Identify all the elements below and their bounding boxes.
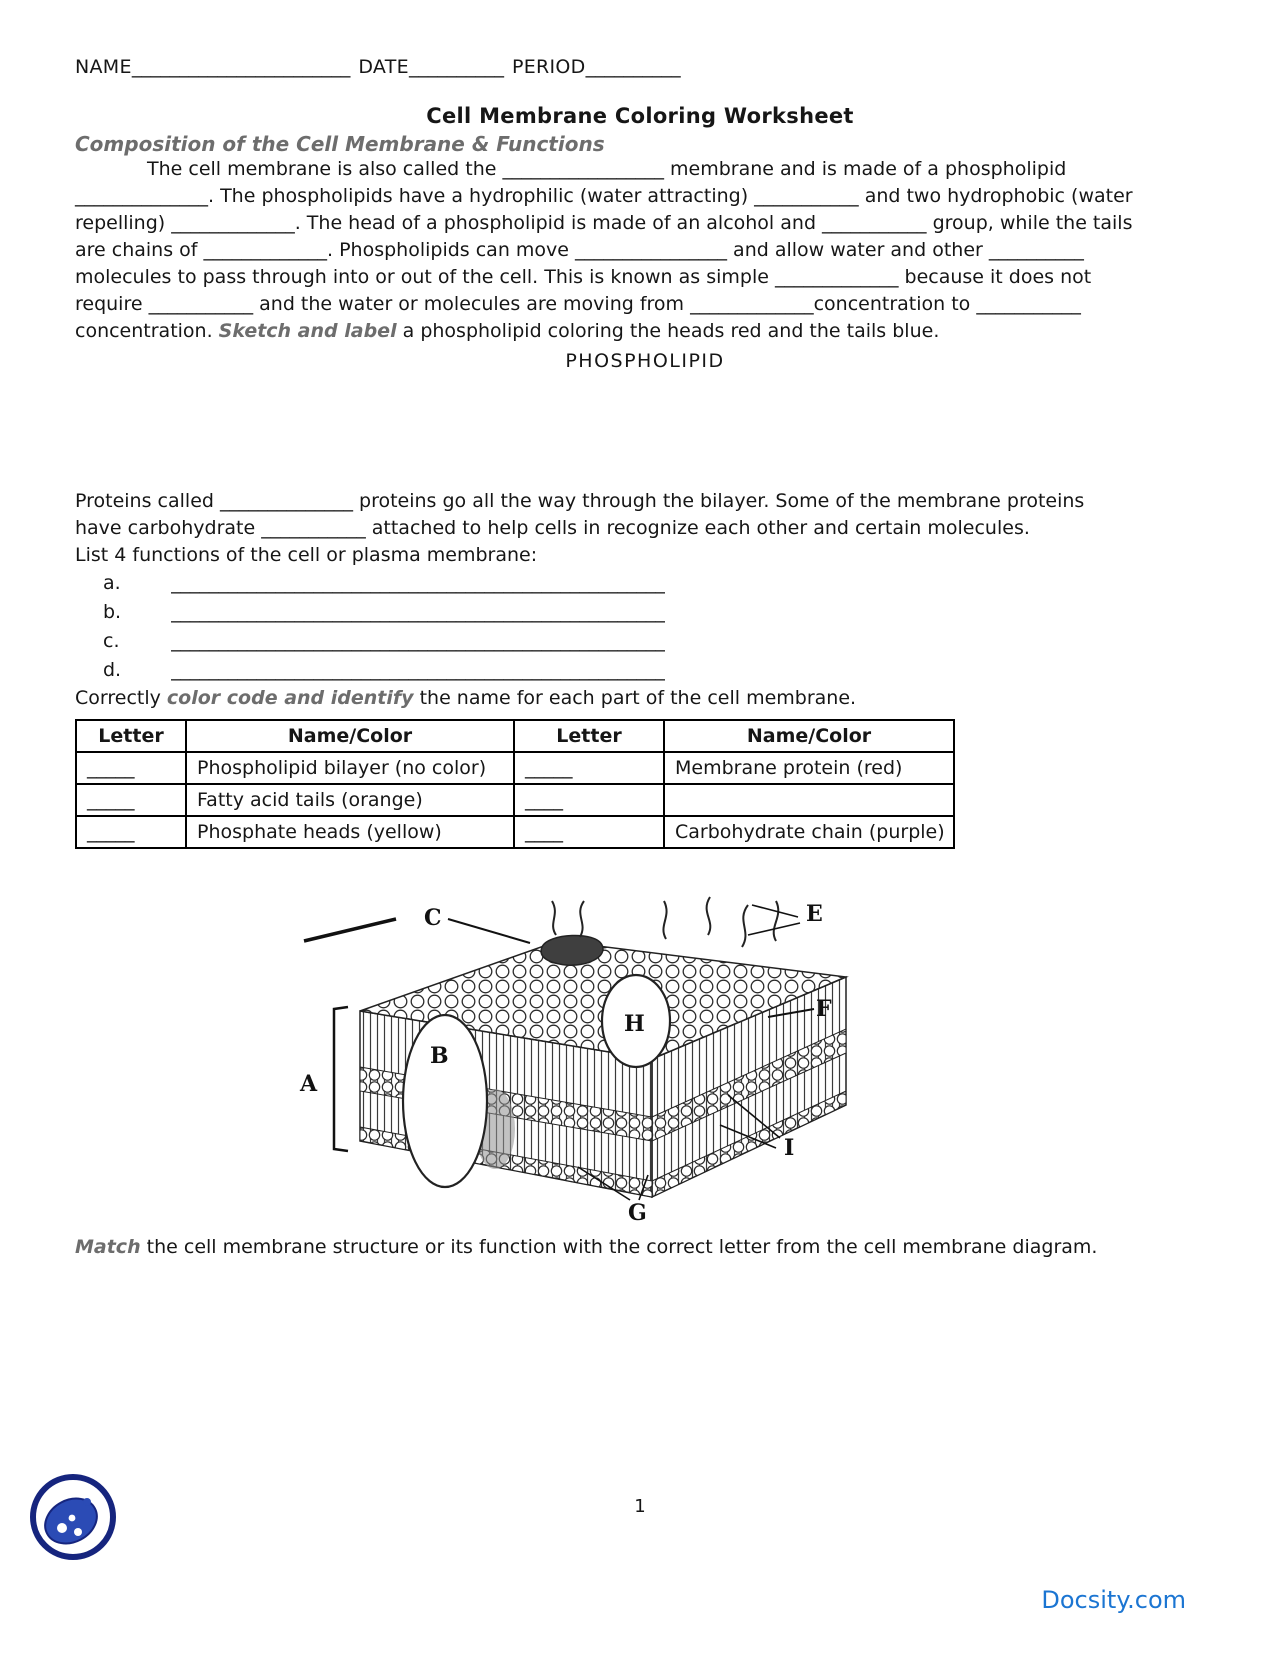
date-blank: __________ (408, 56, 504, 78)
composition-text-start: The cell membrane is also called the _________________ membrane and is made of a phospholipid ______________. The phospholipids have a hydrophilic (water attracting) ___________ and two hydrophobic (water repelling) _____________. The head of a phospholipid is made of an alcohol and ___________ group, while the tails are chains of _____________. Phospholipids can move ________________ and allow water and other __________ molecules to pass through into or out of the cell. This is known as simple _____________ because it does not require ___________ and the water or molecules are moving from _____________concentration to ___________ concentration. (75, 158, 1133, 342)
letter-blank-cell: _____ (76, 752, 186, 784)
function-blank-line: ____________________________________________________ (171, 630, 665, 652)
table-header-name-2: Name/Color (664, 720, 954, 752)
diagram-label-h: H (624, 1011, 645, 1037)
letter-blank-cell: ____ (514, 816, 664, 848)
match-text: the cell membrane structure or its function with the correct letter from the cell membrane diagram. (140, 1236, 1098, 1258)
phospholipid-sketch-area (75, 372, 1205, 488)
table-header-name-1: Name/Color (186, 720, 514, 752)
diagram-label-a: A (300, 1071, 318, 1097)
carbohydrate-chain-squiggle (663, 901, 666, 939)
cell-membrane-diagram-svg (290, 889, 850, 1234)
period-label: PERIOD (511, 56, 586, 78)
name-color-cell: Carbohydrate chain (purple) (664, 816, 954, 848)
color-code-suffix: the name for each part of the cell membrane. (413, 687, 857, 709)
match-instruction (75, 1234, 1135, 1261)
functions-prompt: List 4 functions of the cell or plasma membrane: (75, 544, 538, 566)
cell-membrane-diagram (290, 889, 850, 1234)
proteins-paragraph: Proteins called ______________ proteins go all the way through the bilayer. Some of the membrane proteins have carbohydrate ___________ attached to help cells in recognize each other and certain molecules. (75, 490, 1085, 539)
docsity-watermark-link[interactable]: Docsity.com (1041, 1586, 1186, 1614)
name-color-cell: Phosphate heads (yellow) (186, 816, 514, 848)
diagram-label-g: G (628, 1200, 647, 1226)
function-letter: a. (103, 572, 121, 594)
match-phrase: Match (75, 1236, 141, 1258)
sketch-and-label-phrase: Sketch and label (218, 320, 397, 342)
table-row (76, 816, 954, 848)
letter-blank-cell: _____ (514, 752, 664, 784)
name-color-cell: Membrane protein (red) (664, 752, 954, 784)
carbohydrate-chain-squiggle (580, 901, 584, 937)
color-code-phrase: color code and identify (166, 687, 414, 709)
function-letter: c. (103, 630, 120, 652)
name-color-cell (664, 784, 954, 816)
color-code-table (75, 719, 955, 849)
color-code-instruction (75, 685, 1135, 712)
carbohydrate-chain-squiggle (742, 905, 748, 947)
letter-blank-cell: _____ (76, 816, 186, 848)
carbohydrate-chain-squiggle (552, 901, 556, 935)
function-letter: d. (103, 659, 122, 681)
diagram-label-b: B (430, 1043, 449, 1069)
letter-blank-cell: ____ (514, 784, 664, 816)
function-blank-line: ____________________________________________________ (171, 659, 665, 681)
color-code-prefix: Correctly (75, 687, 167, 709)
table-header-letter-2: Letter (514, 720, 664, 752)
bracket-a (334, 1007, 348, 1151)
carbohydrate-chain-squiggle (774, 901, 779, 941)
function-letter: b. (103, 601, 122, 623)
page-number: 1 (634, 1496, 646, 1517)
diagram-label-f: F (816, 996, 832, 1022)
page-title: Cell Membrane Coloring Worksheet (426, 104, 854, 128)
pointer-line-c (448, 919, 530, 943)
name-blank: _______________________ (131, 56, 351, 78)
composition-text-end: a phospholipid coloring the heads red and the tails blue. (396, 320, 940, 342)
pointer-line-top-left (304, 919, 396, 941)
name-color-cell: Fatty acid tails (orange) (186, 784, 514, 816)
diagram-label-i: I (784, 1135, 795, 1161)
name-label: NAME (75, 56, 132, 78)
table-row (76, 752, 954, 784)
diagram-label-c: C (424, 905, 442, 931)
function-line-a (103, 569, 1205, 598)
glycoprotein-blob (541, 935, 603, 965)
name-date-period-line (75, 56, 1205, 78)
date-label: DATE (358, 56, 409, 78)
table-header-row (76, 720, 954, 752)
diagram-label-e: E (806, 901, 823, 927)
letter-blank-cell: _____ (76, 784, 186, 816)
composition-section-heading: Composition of the Cell Membrane & Functions (75, 132, 605, 156)
function-blank-line: ____________________________________________________ (171, 572, 665, 594)
docsity-logo-icon[interactable] (28, 1472, 118, 1562)
period-blank: __________ (585, 56, 681, 78)
membrane-protein-b (403, 1015, 487, 1187)
function-blank-line: ____________________________________________________ (171, 601, 665, 623)
phospholipid-sketch-heading: PHOSPHOLIPID (565, 350, 725, 372)
table-row (76, 784, 954, 816)
pointer-line-e1 (752, 905, 798, 917)
function-line-b (103, 598, 1205, 627)
composition-paragraph (75, 156, 1135, 345)
name-color-cell: Phospholipid bilayer (no color) (186, 752, 514, 784)
function-line-c (103, 627, 1205, 656)
table-header-letter-1: Letter (76, 720, 186, 752)
carbohydrate-chain-squiggle (707, 897, 711, 935)
function-line-d (103, 656, 1205, 685)
